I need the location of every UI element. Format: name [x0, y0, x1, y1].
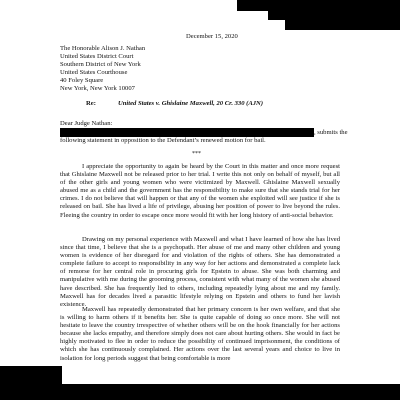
subject-text: United States v. Ghislaine Maxwell, 20 Cr. 330 (AJN) — [118, 100, 264, 107]
section-separator: *** — [192, 151, 201, 157]
address-line: United States District Court — [60, 53, 134, 61]
statement-paragraph: I appreciate the opportunity to again be heard by the Court in this matter and once more request that Ghislaine Maxwell not be released prior to her trial. I write this not only on behalf of myself, but all of the other girls and young women who were victimized by Maxwell. Ghislaine Maxwell sexually abused me as a child and the government has the responsibility to make sure that she stands trial for her crimes. I do not believe that will happen or that any of the women she exploited will see justice if she is released on bail. She has lived a life of privilege, abusing her position of power to live beyond the rules. Fleeing the country in order to escape once more would fit with her long history of anti-social behavior. — [60, 163, 340, 219]
address-line: The Honorable Alison J. Nathan — [60, 45, 146, 52]
footer-redaction — [62, 384, 400, 400]
salutation: Dear Judge Nathan: — [60, 120, 113, 127]
letterhead-redaction — [237, 0, 400, 11]
letterhead-redaction — [268, 11, 400, 20]
letter-date: December 15, 2020 — [186, 33, 238, 40]
address-line: 40 Foley Square — [60, 77, 104, 85]
statement-paragraph: Drawing on my personal experience with Maxwell and what I have learned of how she has lived since that time, I believe that she is a psychopath. Her abuse of me and many other children and young women is evidence of her disregard for and violation of the rights of others. She has demonstrated a complete failure to accept to responsibility in any way for her actions and demonstrated a complete lack of remorse for her central role in procuring girls for Epstein to abuse. She was both charming and manipulative with me during the grooming process, consistent with what many of the women she abused have described. She has frequently lied to others, including repeatedly lying about me and my family. Maxwell has for decades lived a parasitic lifestyle relying on Epstein and others to fund her lavish existence. — [60, 236, 340, 308]
address-line: New York, New York 10007 — [60, 85, 135, 93]
sender-name-redaction — [60, 128, 314, 137]
subject-label: Re: — [86, 100, 96, 107]
statement-paragraph: Maxwell has repeatedly demonstrated that her primary concern is her own welfare, and that she is willing to harm others if it benefits her. She is quite capable of doing so once more. She will not hesitate to leave the country irrespective of whether others will be on the hook financially for her actions because she lacks empathy, and therefore simply does not care about hurting others. She would in fact be highly motivated to flee in order to reduce the possibility of continued imprisonment, the conditions of which she has continuously complained. Her actions over the last several years and choice to live in isolation for long periods suggest that being comfortable is more — [60, 306, 340, 362]
intro-text-after-redaction: , submits the — [314, 129, 348, 136]
letterhead-redaction — [285, 20, 400, 30]
recipient-address — [60, 45, 145, 94]
intro-text: following statement in opposition to the Defendant’s renewed motion for bail. — [60, 137, 266, 144]
footer-redaction — [0, 366, 62, 400]
address-line: United States Courthouse — [60, 69, 128, 77]
address-line: Southern District of New York — [60, 61, 141, 69]
